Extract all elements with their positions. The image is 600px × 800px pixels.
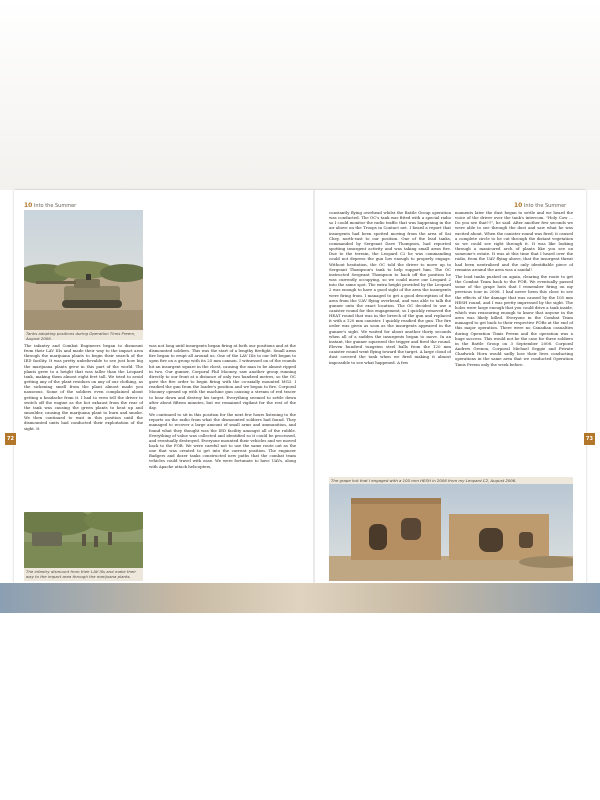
paragraph: The lead tanks pushed on again, clearing the route to get the Combat Team back to the FOB. We eventually passed some of the grape huts that I remember firing on my previous tour in 2006. I had never been this close to see the effects of the damage that was caused by the 105 mm HESH round, and I was pretty impressed by the sight. The holes were large enough that you could drive a tank inside, which was reassuring enough to know that anyone in the area was likely killed. Everyone in the Combat Team managed to get back to their respective FOBs at the end of this major operation. There were no Canadian casualties during Operation Timis Preem and the operation was a huge success. This would not be the case for three soldiers in the Battle Group on 3 September 2008. Corporal Andrew Grenon, Corporal Michael Seggie and Private Chadwick Horn would sadly lose their lives conducting operations in the same area that we conducted Operation Timis Preem only the week before. <box>455 273 573 367</box>
paragraph: We continued to sit in this position for the next few hours listening to the reports on the radio from what the dismounted soldiers had found. They managed to recover a large amount of small arms and ammunition, and found what they thought was the IED facility amongst all of the rubble. Everything of value was collected and identified so it could be processed, and eventually destroyed. Everyone mounted their vehicles and we moved back to the FOB. We were careful not to use the same route out as the one that was created to get into the current position. The engineer Badgers and dozer tanks constructed new paths that the combat team vehicles could travel with ease. We were fortunate to have UAVs, along with Apache attack helicopters, <box>149 412 296 469</box>
infantry-photo <box>24 512 143 568</box>
left-column-2 <box>149 343 296 581</box>
chapter-number: 10 <box>514 202 523 209</box>
grape-hut-photo-art <box>329 484 573 581</box>
chapter-number: 10 <box>24 202 33 209</box>
paragraph: The infantry and Combat Engineers began to dismount from their LAV IIIs and made their way to the impact area through the marijuana plants to begin their search of the IED facility. It was pretty unbelievable to see just how big the marijuana plants grew in this part of the world. The plants grew to a height that was taller than the Leopard tank, making them almost eight feet tall. We tried to avoid getting any of the plant residues on any of our clothing, as the sickening smell from the plant almost made you nauseous. Some of the soldiers even complained about getting a headache from it. I had to even tell the driver to switch off the engine as the hot exhaust from the rear of the tank was causing the green plants to heat up and smoulder, causing the marijuana plant to burn and smoke. We then continued to wait in this position until the dismounted units had conducted their exploitation of the sight. It <box>24 343 143 431</box>
background-top <box>0 0 600 190</box>
page-number-right: 73 <box>584 433 595 445</box>
tank-photo-caption: Tanks adopting positions during Operation Timis Preem, August 2006. <box>24 330 143 340</box>
running-head-right <box>514 202 566 209</box>
chapter-title: Into the Summer <box>523 203 567 209</box>
tank-photo-art <box>24 210 143 330</box>
page-number-left: 72 <box>5 433 16 445</box>
paragraph: moments later the dust began to settle and we heard the voice of the driver over the tank's intercom. "Holy Cow … Do you see that!!!", he said. After another few seconds we were able to see through the dust and saw what he was excited about. When the canister round was fired, it caused a complete circle to be cut through the distant vegetation so we could see right through it. It was like looking through a manicured arch of plants like you see on someone's estate. It was at this time that I heard over the radio, from the UAV flying above, that the insurgent threat had been neutralised and the only identifiable piece of remains around the area was a sandal! <box>455 210 573 272</box>
grape-hut-caption: The grape hut that I engaged with a 105 mm HESH in 2006 from my Leopard C2, August 2006. <box>329 477 573 484</box>
tank-photo <box>24 210 143 330</box>
left-column-1 <box>24 343 143 513</box>
paragraph: constantly flying overhead whilst the Battle Group operation was conducted. The OC's tank was fitted with a special radio so I could monitor the radio traffic that was happening in the air above on the Troops in Contact net. I heard a report that insurgents had been spotted moving from the area of Sai Chey, north-east to our position. One of the lead tanks, commanded by Sergeant Dave Thompson, had reported spotting insurgent activity and was taking small arms fire. Due to the terrain, the Leopard C2 he was commanding could not depress the gun low enough to properly engage. Without hesitation, the OC told the driver to move up to Sergeant Thompson's tank to help support him. The OC instructed Sergeant Thompson to back off the position he was currently occupying, so we could move our Leopard 2 into the same spot. The extra height provided by the Leopard 2 was enough to have a good sight of the area the insurgents were firing from. I managed to get a good description of the area from the UAV flying overhead, and was able to talk the gunner onto the exact location. The OC decided to use a canister round for this engagement, so I quickly removed the HEAT round that was in the breech of the gun and replaced it with a 120 mm canister. I quickly readied the gun. The fire order was given as soon as the insurgents appeared in the gunner's sight. We waited for about another thirty seconds when all of a sudden the insurgents began to move. In an instant, the gunner squeezed the trigger and fired the round. Eleven hundred tungsten steel balls from the 120 mm canister round went flying toward the target. A large cloud of dust covered the tank when we fired making it almost impossible to see what happened. A few <box>329 210 451 365</box>
paragraph: was not long until insurgents began firing at both our positions and at the dismounted soldiers. This was the start of a lengthy firefight. Small arms fire began to erupt all around us. One of the LAV IIIs to our left began to open fire on a group with its 25 mm cannon. I witnessed on of the rounds hit an insurgent square in the chest, causing the man to be almost ripped in two. Our gunner, Corporal Phil Mooney, saw another group running directly to our front at a distance of only two hundred metres, so the OC gave the fire order to begin firing with the co-axially mounted MG3. I readied the gun from the loader's position and we began to fire. Corporal Mooney opened up with the machine gun causing a stream of red tracer to bear down and destroy his target. Everything seemed to settle down after about fifteen minutes, but we remained vigilant for the rest of the day. <box>149 343 296 410</box>
grape-hut-photo <box>329 484 573 581</box>
right-column-2 <box>455 210 573 475</box>
infantry-photo-art <box>24 512 143 568</box>
running-head-left <box>24 202 76 209</box>
bottom-decorative-band <box>0 583 600 613</box>
chapter-title: Into the Summer <box>33 203 77 209</box>
book-spine <box>313 190 315 583</box>
background-bottom <box>0 613 600 800</box>
infantry-photo-caption: The infantry dismount from their LAV IIIs and make their way to the impact area through the marijuana plants. <box>24 568 143 581</box>
